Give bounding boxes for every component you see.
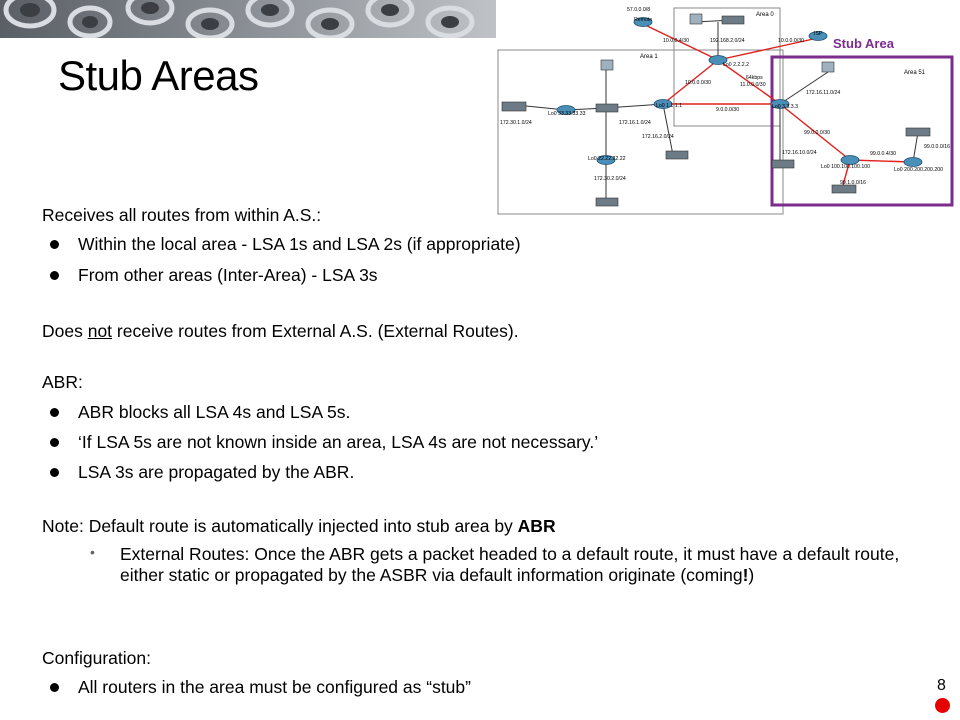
label-lo0-1: Lo0 1.1.1.1: [656, 103, 682, 109]
switch-area1-icon: [596, 104, 618, 112]
bullet-icon: [50, 683, 59, 692]
area0-label: Area 0: [756, 12, 774, 18]
bullet-icon: [50, 240, 59, 249]
label-lo0-100: Lo0 100.100.100.100: [821, 164, 871, 170]
note-prefix: Note: Default route is automatically injected into stub area by: [42, 516, 518, 536]
external-bang-bold: !: [742, 565, 749, 585]
label-1723020: 172.30.2.0/24: [594, 176, 626, 182]
abr-bullet-3: LSA 3s are propagated by the ABR.: [78, 462, 355, 482]
label-172161: 172.16.1.0/24: [619, 120, 651, 126]
config-bullet: All routers in the area must be configured as “stub”: [78, 677, 471, 697]
switch-172-30-2-icon: [596, 198, 618, 206]
receives-heading: Receives all routes from within A.S.:: [42, 205, 322, 225]
switch-172-16-2-icon: [666, 151, 688, 159]
bullet-other-areas: From other areas (Inter-Area) - LSA 3s: [78, 265, 378, 285]
area1-box: [498, 50, 783, 214]
label-57: 57.0.0.0/8: [627, 7, 651, 13]
label-lo0-33: Lo0 33.33.33.33: [548, 111, 586, 117]
header-banner-image: [0, 0, 496, 38]
bullet-icon: [50, 468, 59, 477]
switch-area0-icon: [722, 16, 744, 24]
note-text: [42, 516, 556, 537]
label-9000: 9.0.0.0/30: [716, 107, 740, 113]
pc-area1-icon: [601, 60, 613, 70]
page-number: 8: [937, 677, 946, 694]
label-99100: 99.1.0.0/16: [840, 180, 866, 186]
does-suffix: receive routes from External A.S. (External Routes).: [112, 321, 519, 341]
not-emphasis: not: [87, 321, 113, 341]
router-r200-icon: [904, 158, 922, 167]
note-abr-bold: ABR: [517, 516, 556, 536]
slide-marker-dot: [935, 698, 950, 713]
label-1721610: 172.16.10.0/24: [782, 150, 817, 156]
area51-label: Area 51: [904, 70, 926, 76]
label-99004: 99.0.0.4/30: [870, 151, 896, 157]
label-10000: 10.0.0.0/30: [685, 80, 711, 86]
label-lo0-2: Lo0 2.2.2.2: [723, 62, 749, 68]
area1-label: Area 1: [640, 54, 658, 60]
label-10004: 10.0.0.4/30: [663, 38, 689, 44]
external-text-a: External Routes: Once the ABR gets a packet headed to a default route, it must have a default route, either static or propagated by the ASBR via default information originate (coming: [120, 544, 900, 585]
external-text-b: ): [748, 565, 755, 585]
bullet-icon: [50, 408, 59, 417]
pc-area51-icon: [822, 62, 834, 72]
slide-title: Stub Areas: [58, 52, 259, 99]
network-topology-diagram: [488, 0, 960, 216]
label-lo0-3: Lo0 3.3.3.3: [772, 104, 798, 110]
label-64k: 64kbps: [746, 75, 763, 81]
bullet-icon: [50, 438, 59, 447]
label-1723010: 172.30.1.0/24: [500, 120, 532, 126]
label-192: 192.168.2.0/24: [710, 38, 745, 44]
abr-bullet-1: ABR blocks all LSA 4s and LSA 5s.: [78, 402, 351, 422]
label-990016: 99.0.0.0/16: [924, 144, 950, 150]
configuration-heading: Configuration:: [42, 648, 151, 668]
abr-bullet-2: ‘If LSA 5s are not known inside an area, LSA 4s are not necessary.’: [78, 432, 599, 452]
label-1721611: 172.16.11.0/24: [806, 90, 841, 96]
stub-area-label: Stub Area: [833, 36, 894, 51]
does-not-receive-text: [42, 321, 519, 342]
pc-area0-icon: [690, 14, 702, 24]
sub-bullet-icon: •: [90, 544, 95, 560]
label-99000: 99.0.0.0/30: [804, 130, 830, 136]
external-routes-text: [120, 544, 935, 586]
label-remote: Remote: [634, 17, 653, 23]
bullet-icon: [50, 271, 59, 280]
switch-172-16-10-icon: [772, 160, 794, 168]
abr-heading: ABR:: [42, 372, 83, 392]
label-isp: ISP: [814, 31, 823, 37]
switch-172-30-1-icon: [502, 102, 526, 111]
does-prefix: Does: [42, 321, 88, 341]
label-lo0-22: Lo0 22.22.22.22: [588, 156, 626, 162]
switch-99-1-icon: [832, 185, 856, 193]
label-10000-top: 10.0.0.0/30: [778, 38, 804, 44]
label-lo0-200: Lo0 200.200.200.200: [894, 167, 944, 173]
label-172162: 172.16.2.0/24: [642, 134, 674, 140]
bullet-local-area: Within the local area - LSA 1s and LSA 2s (if appropriate): [78, 234, 521, 254]
label-11000: 11.0.0.0/30: [740, 82, 766, 88]
switch-99-0-icon: [906, 128, 930, 136]
